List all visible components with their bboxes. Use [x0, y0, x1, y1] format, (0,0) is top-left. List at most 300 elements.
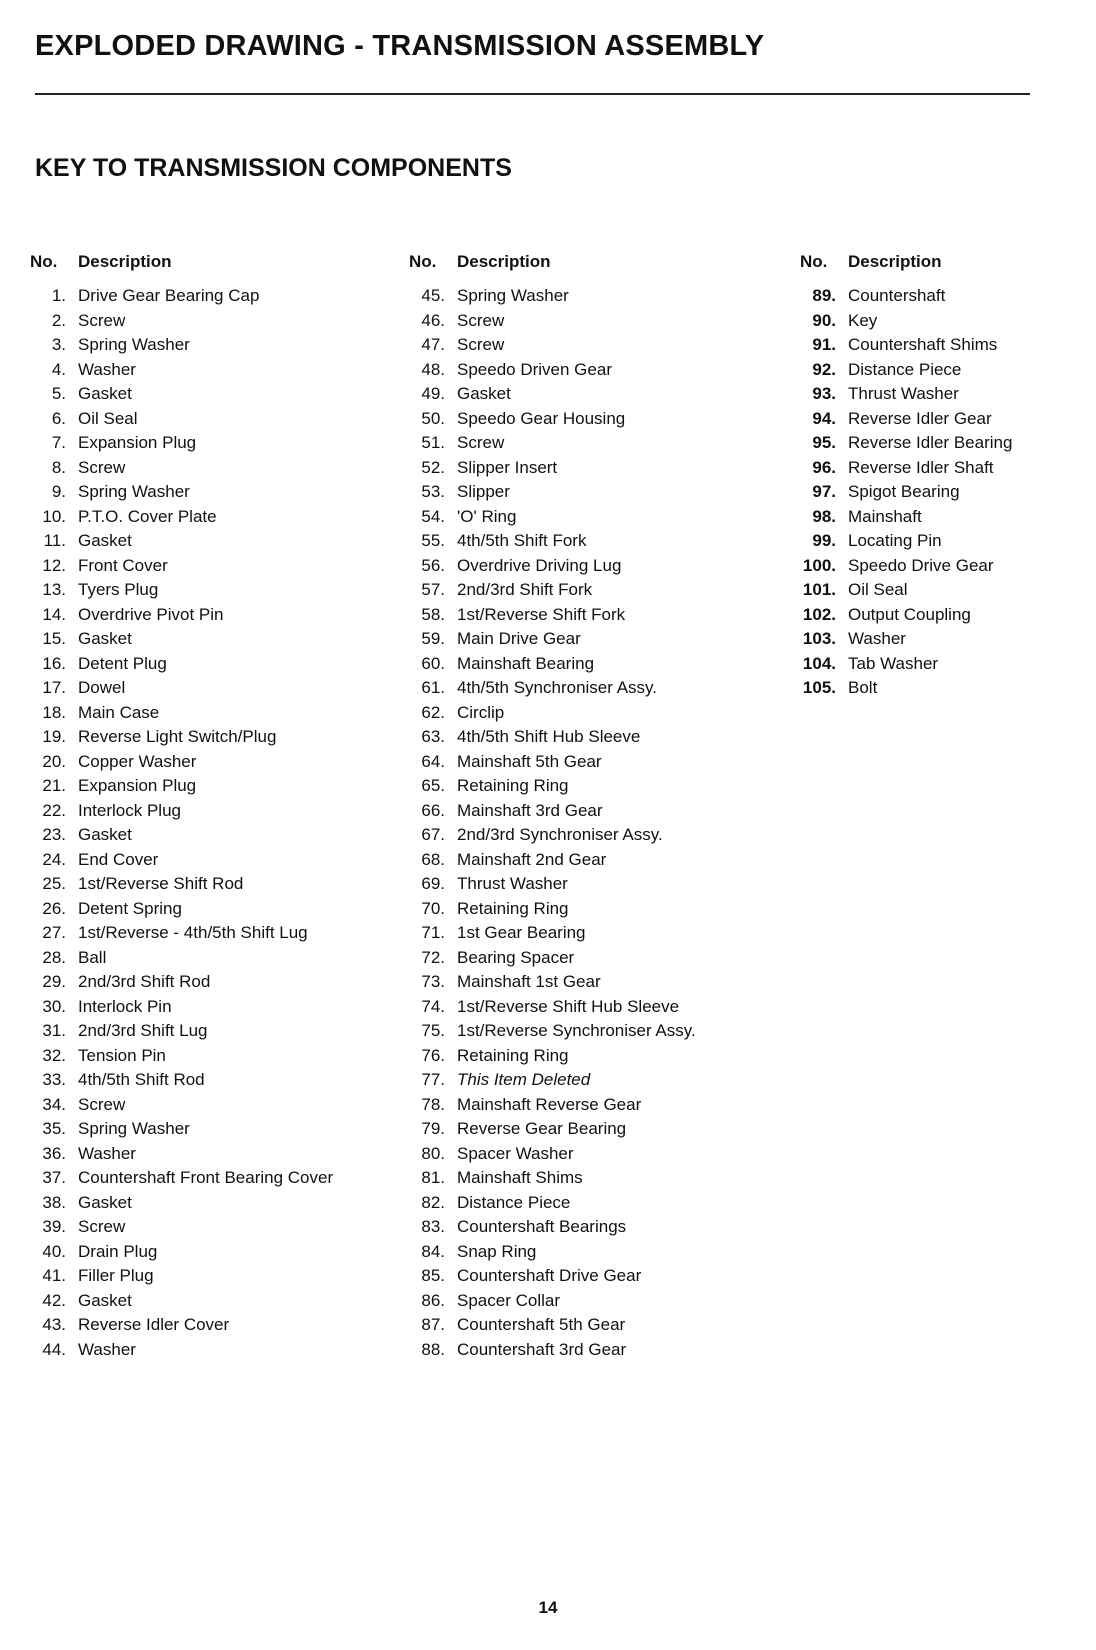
component-description: Locating Pin	[848, 531, 942, 551]
component-row	[800, 480, 1096, 505]
component-description: Thrust Washer	[457, 874, 568, 894]
component-number: 46.	[421, 310, 445, 330]
component-description: Mainshaft 5th Gear	[457, 751, 602, 771]
component-description: Speedo Drive Gear	[848, 555, 994, 575]
component-number: 76.	[421, 1045, 445, 1065]
component-number: 75.	[421, 1021, 445, 1041]
component-description: Key	[848, 310, 878, 330]
component-number: 92.	[812, 359, 836, 379]
component-row	[800, 358, 1096, 383]
component-row	[409, 431, 769, 456]
component-description: Expansion Plug	[78, 776, 197, 796]
component-row	[30, 897, 390, 922]
component-number: 50.	[421, 408, 445, 428]
component-description: 2nd/3rd Synchroniser Assy.	[457, 825, 663, 845]
component-row	[409, 505, 769, 530]
component-description: Washer	[78, 359, 136, 379]
component-number: 104.	[802, 653, 836, 673]
component-row	[409, 946, 769, 971]
component-row	[800, 554, 1096, 579]
component-list	[800, 284, 1096, 701]
component-number: 9.	[51, 482, 66, 502]
component-number: 88.	[421, 1339, 445, 1359]
header-description: Description	[457, 252, 551, 271]
component-row	[409, 1142, 769, 1167]
component-number: 45.	[421, 286, 445, 306]
component-row	[409, 480, 769, 505]
component-description: Spigot Bearing	[848, 482, 960, 502]
component-number: 23.	[42, 825, 66, 845]
component-description: Countershaft 5th Gear	[457, 1315, 626, 1335]
component-number: 79.	[421, 1119, 445, 1139]
component-row	[800, 627, 1096, 652]
section-title: KEY TO TRANSMISSION COMPONENTS	[35, 154, 512, 182]
component-description: Oil Seal	[848, 580, 908, 600]
component-row	[409, 1264, 769, 1289]
component-row	[409, 1289, 769, 1314]
component-description: Tyers Plug	[78, 580, 159, 600]
component-description: 4th/5th Shift Rod	[78, 1070, 205, 1090]
component-row	[409, 823, 769, 848]
component-row	[30, 529, 390, 554]
component-row	[30, 725, 390, 750]
component-description: Interlock Pin	[78, 996, 172, 1016]
component-description: 1st/Reverse - 4th/5th Shift Lug	[78, 923, 308, 943]
component-number: 11.	[43, 531, 66, 551]
component-row	[409, 1215, 769, 1240]
component-number: 94.	[812, 408, 836, 428]
component-description: 4th/5th Shift Fork	[457, 531, 587, 551]
component-row	[409, 725, 769, 750]
component-number: 65.	[421, 776, 445, 796]
component-row	[409, 603, 769, 628]
component-description: Snap Ring	[457, 1241, 537, 1261]
component-description: Gasket	[78, 629, 132, 649]
column-header	[800, 250, 1096, 274]
component-number: 29.	[42, 972, 66, 992]
component-row	[409, 627, 769, 652]
component-row	[30, 407, 390, 432]
component-description: Distance Piece	[848, 359, 962, 379]
component-description: Countershaft Drive Gear	[457, 1266, 642, 1286]
component-number: 26.	[42, 898, 66, 918]
component-row	[30, 284, 390, 309]
component-description: Spring Washer	[457, 286, 569, 306]
component-row	[800, 676, 1096, 701]
component-number: 24.	[42, 849, 66, 869]
component-number: 13.	[42, 580, 66, 600]
component-row	[800, 333, 1096, 358]
component-number: 95.	[812, 433, 836, 453]
component-number: 34.	[42, 1094, 66, 1114]
component-number: 71.	[421, 923, 445, 943]
component-row	[800, 603, 1096, 628]
component-number: 42.	[42, 1290, 66, 1310]
component-row	[409, 848, 769, 873]
component-description: Overdrive Driving Lug	[457, 555, 622, 575]
component-row	[409, 407, 769, 432]
component-number: 40.	[42, 1241, 66, 1261]
component-row	[30, 578, 390, 603]
component-row	[30, 799, 390, 824]
component-row	[800, 309, 1096, 334]
component-number: 35.	[42, 1119, 66, 1139]
component-description: Expansion Plug	[78, 433, 197, 453]
component-number: 20.	[42, 751, 66, 771]
component-number: 99.	[812, 531, 836, 551]
component-row	[30, 603, 390, 628]
component-description: 4th/5th Synchroniser Assy.	[457, 678, 658, 698]
component-number: 69.	[421, 874, 445, 894]
header-no: No.	[800, 252, 828, 271]
component-row	[30, 921, 390, 946]
component-description: Distance Piece	[457, 1192, 571, 1212]
component-description: P.T.O. Cover Plate	[78, 506, 217, 526]
column-header	[30, 250, 390, 274]
component-description: Screw	[78, 1217, 126, 1237]
component-row	[30, 652, 390, 677]
component-row	[409, 1338, 769, 1363]
component-description: Tension Pin	[78, 1045, 166, 1065]
component-number: 14.	[42, 604, 66, 624]
component-description: Main Case	[78, 702, 160, 722]
component-number: 17.	[42, 678, 66, 698]
component-number: 73.	[421, 972, 445, 992]
component-row	[30, 970, 390, 995]
component-number: 59.	[421, 629, 445, 649]
component-row	[30, 823, 390, 848]
component-number: 77.	[421, 1070, 445, 1090]
component-number: 101.	[802, 580, 836, 600]
component-row	[409, 1191, 769, 1216]
component-number: 7.	[51, 433, 66, 453]
component-description: 2nd/3rd Shift Rod	[78, 972, 211, 992]
component-row	[409, 970, 769, 995]
component-row	[409, 456, 769, 481]
component-row	[800, 652, 1096, 677]
header-description: Description	[848, 252, 942, 271]
component-row	[409, 529, 769, 554]
component-description: Gasket	[78, 384, 132, 404]
component-number: 52.	[421, 457, 445, 477]
component-row	[409, 872, 769, 897]
component-description: This Item Deleted	[457, 1070, 591, 1090]
component-description: 1st/Reverse Synchroniser Assy.	[457, 1021, 696, 1041]
component-number: 37.	[42, 1168, 66, 1188]
component-number: 6.	[51, 408, 66, 428]
component-number: 72.	[421, 947, 445, 967]
component-description: Reverse Idler Shaft	[848, 457, 994, 477]
component-description: Drive Gear Bearing Cap	[78, 286, 260, 306]
component-description: Reverse Idler Bearing	[848, 433, 1013, 453]
component-row	[30, 505, 390, 530]
component-number: 49.	[421, 384, 445, 404]
component-number: 90.	[812, 310, 836, 330]
component-row	[30, 848, 390, 873]
component-row	[409, 652, 769, 677]
component-number: 67.	[421, 825, 445, 845]
component-row	[30, 1215, 390, 1240]
component-number: 18.	[42, 702, 66, 722]
component-description: Main Drive Gear	[457, 629, 581, 649]
component-row	[30, 1044, 390, 1069]
component-description: Retaining Ring	[457, 898, 569, 918]
component-description: Front Cover	[78, 555, 168, 575]
title-divider	[35, 93, 1030, 95]
component-row	[800, 431, 1096, 456]
component-description: 1st Gear Bearing	[457, 923, 586, 943]
component-row	[30, 1264, 390, 1289]
component-row	[409, 750, 769, 775]
component-number: 70.	[421, 898, 445, 918]
component-row	[30, 480, 390, 505]
component-row	[30, 701, 390, 726]
component-description: Bolt	[848, 678, 878, 698]
component-row	[30, 333, 390, 358]
component-description: Retaining Ring	[457, 1045, 569, 1065]
component-row	[409, 578, 769, 603]
component-description: Reverse Idler Cover	[78, 1315, 230, 1335]
component-description: Countershaft Shims	[848, 335, 998, 355]
component-number: 25.	[42, 874, 66, 894]
component-description: Detent Plug	[78, 653, 167, 673]
component-description: Gasket	[78, 1290, 132, 1310]
component-description: 2nd/3rd Shift Fork	[457, 580, 593, 600]
component-number: 91.	[812, 335, 836, 355]
component-row	[409, 1313, 769, 1338]
component-row	[30, 1191, 390, 1216]
component-number: 3.	[51, 335, 66, 355]
header-no: No.	[409, 252, 437, 271]
component-description: Ball	[78, 947, 107, 967]
component-description: Drain Plug	[78, 1241, 158, 1261]
component-number: 64.	[421, 751, 445, 771]
component-number: 57.	[421, 580, 445, 600]
component-row	[800, 578, 1096, 603]
component-description: Washer	[78, 1339, 136, 1359]
component-description: Reverse Light Switch/Plug	[78, 727, 277, 747]
component-number: 5.	[51, 384, 66, 404]
component-row	[30, 554, 390, 579]
component-number: 44.	[42, 1339, 66, 1359]
component-number: 61.	[421, 678, 445, 698]
component-number: 48.	[421, 359, 445, 379]
component-row	[409, 799, 769, 824]
component-row	[409, 1166, 769, 1191]
component-row	[409, 1019, 769, 1044]
component-row	[30, 946, 390, 971]
component-number: 33.	[42, 1070, 66, 1090]
component-number: 16.	[42, 653, 66, 673]
component-description: Mainshaft	[848, 506, 922, 526]
component-description: Washer	[78, 1143, 136, 1163]
component-row	[30, 309, 390, 334]
component-description: 'O' Ring	[457, 506, 517, 526]
component-row	[409, 921, 769, 946]
component-row	[800, 382, 1096, 407]
component-number: 58.	[421, 604, 445, 624]
component-number: 62.	[421, 702, 445, 722]
component-description: Spacer Washer	[457, 1143, 574, 1163]
component-description: Gasket	[78, 1192, 132, 1212]
component-number: 85.	[421, 1266, 445, 1286]
component-row	[30, 750, 390, 775]
component-description: Spacer Collar	[457, 1290, 560, 1310]
component-description: Reverse Gear Bearing	[457, 1119, 627, 1139]
components-column-1	[30, 250, 390, 1362]
component-row	[409, 333, 769, 358]
component-number: 21.	[42, 776, 66, 796]
component-number: 66.	[421, 800, 445, 820]
component-number: 56.	[421, 555, 445, 575]
component-number: 54.	[421, 506, 445, 526]
component-description: Reverse Idler Gear	[848, 408, 992, 428]
components-column-3	[800, 250, 1096, 701]
component-description: Retaining Ring	[457, 776, 569, 796]
component-row	[409, 554, 769, 579]
component-number: 12.	[42, 555, 66, 575]
component-description: Screw	[457, 335, 505, 355]
component-number: 32.	[42, 1045, 66, 1065]
component-description: Slipper Insert	[457, 457, 558, 477]
component-description: Tab Washer	[848, 653, 939, 673]
component-row	[30, 676, 390, 701]
component-number: 19.	[42, 727, 66, 747]
header-no: No.	[30, 252, 58, 271]
component-number: 27.	[42, 923, 66, 943]
component-number: 8.	[51, 457, 66, 477]
component-description: Mainshaft Bearing	[457, 653, 595, 673]
component-row	[409, 1093, 769, 1118]
component-description: Screw	[78, 310, 126, 330]
component-row	[409, 676, 769, 701]
component-row	[409, 1117, 769, 1142]
component-row	[409, 1240, 769, 1265]
component-description: Thrust Washer	[848, 384, 959, 404]
component-number: 102.	[802, 604, 836, 624]
component-row	[30, 1019, 390, 1044]
component-row	[30, 382, 390, 407]
component-description: Mainshaft Shims	[457, 1168, 583, 1188]
component-description: Mainshaft 1st Gear	[457, 972, 601, 992]
component-row	[30, 872, 390, 897]
component-number: 84.	[421, 1241, 445, 1261]
component-number: 38.	[42, 1192, 66, 1212]
component-row	[800, 505, 1096, 530]
component-description: Spring Washer	[78, 1119, 190, 1139]
component-row	[800, 284, 1096, 309]
component-number: 53.	[421, 482, 445, 502]
component-row	[30, 1117, 390, 1142]
component-number: 82.	[421, 1192, 445, 1212]
component-description: Overdrive Pivot Pin	[78, 604, 224, 624]
component-description: Dowel	[78, 678, 126, 698]
component-description: 1st/Reverse Shift Rod	[78, 874, 244, 894]
component-number: 63.	[421, 727, 445, 747]
component-list	[30, 284, 390, 1362]
component-description: End Cover	[78, 849, 159, 869]
column-header	[409, 250, 769, 274]
component-description: Screw	[78, 457, 126, 477]
component-row	[409, 382, 769, 407]
page-title: EXPLODED DRAWING - TRANSMISSION ASSEMBLY	[35, 30, 765, 62]
component-number: 93.	[812, 384, 836, 404]
component-number: 68.	[421, 849, 445, 869]
component-number: 105.	[802, 678, 836, 698]
component-description: Screw	[457, 310, 505, 330]
component-number: 89.	[812, 286, 836, 306]
component-description: Copper Washer	[78, 751, 197, 771]
component-number: 28.	[42, 947, 66, 967]
component-number: 31.	[42, 1021, 66, 1041]
component-number: 43.	[42, 1315, 66, 1335]
component-description: Mainshaft 3rd Gear	[457, 800, 603, 820]
component-row	[30, 1093, 390, 1118]
component-description: Countershaft Front Bearing Cover	[78, 1168, 334, 1188]
component-number: 10.	[42, 506, 66, 526]
component-number: 1.	[51, 286, 66, 306]
component-row	[409, 358, 769, 383]
component-number: 22.	[42, 800, 66, 820]
component-description: Gasket	[457, 384, 511, 404]
component-description: 2nd/3rd Shift Lug	[78, 1021, 208, 1041]
component-row	[409, 1068, 769, 1093]
component-row	[30, 1289, 390, 1314]
component-row	[30, 1166, 390, 1191]
component-number: 86.	[421, 1290, 445, 1310]
component-number: 80.	[421, 1143, 445, 1163]
component-row	[30, 1338, 390, 1363]
component-description: 4th/5th Shift Hub Sleeve	[457, 727, 641, 747]
component-number: 55.	[421, 531, 445, 551]
component-row	[30, 1068, 390, 1093]
component-number: 98.	[812, 506, 836, 526]
component-row	[800, 407, 1096, 432]
component-number: 30.	[42, 996, 66, 1016]
component-number: 103.	[802, 629, 836, 649]
component-description: Output Coupling	[848, 604, 971, 624]
component-description: Circlip	[457, 702, 505, 722]
component-number: 78.	[421, 1094, 445, 1114]
component-description: Speedo Driven Gear	[457, 359, 612, 379]
component-number: 97.	[812, 482, 836, 502]
component-number: 2.	[51, 310, 66, 330]
component-row	[409, 309, 769, 334]
components-column-2	[409, 250, 769, 1362]
component-number: 39.	[42, 1217, 66, 1237]
component-description: Screw	[78, 1094, 126, 1114]
component-description: Slipper	[457, 482, 510, 502]
component-row	[409, 284, 769, 309]
component-description: Spring Washer	[78, 482, 190, 502]
component-description: Countershaft Bearings	[457, 1217, 627, 1237]
component-number: 51.	[421, 433, 445, 453]
component-description: Oil Seal	[78, 408, 138, 428]
component-row	[30, 456, 390, 481]
component-number: 41.	[42, 1266, 66, 1286]
component-number: 83.	[421, 1217, 445, 1237]
component-description: Bearing Spacer	[457, 947, 575, 967]
component-list	[409, 284, 769, 1362]
component-number: 87.	[421, 1315, 445, 1335]
component-row	[409, 1044, 769, 1069]
component-row	[30, 627, 390, 652]
component-number: 15.	[42, 629, 66, 649]
component-description: Mainshaft Reverse Gear	[457, 1094, 642, 1114]
component-row	[30, 1240, 390, 1265]
component-row	[409, 897, 769, 922]
component-number: 100.	[802, 555, 836, 575]
